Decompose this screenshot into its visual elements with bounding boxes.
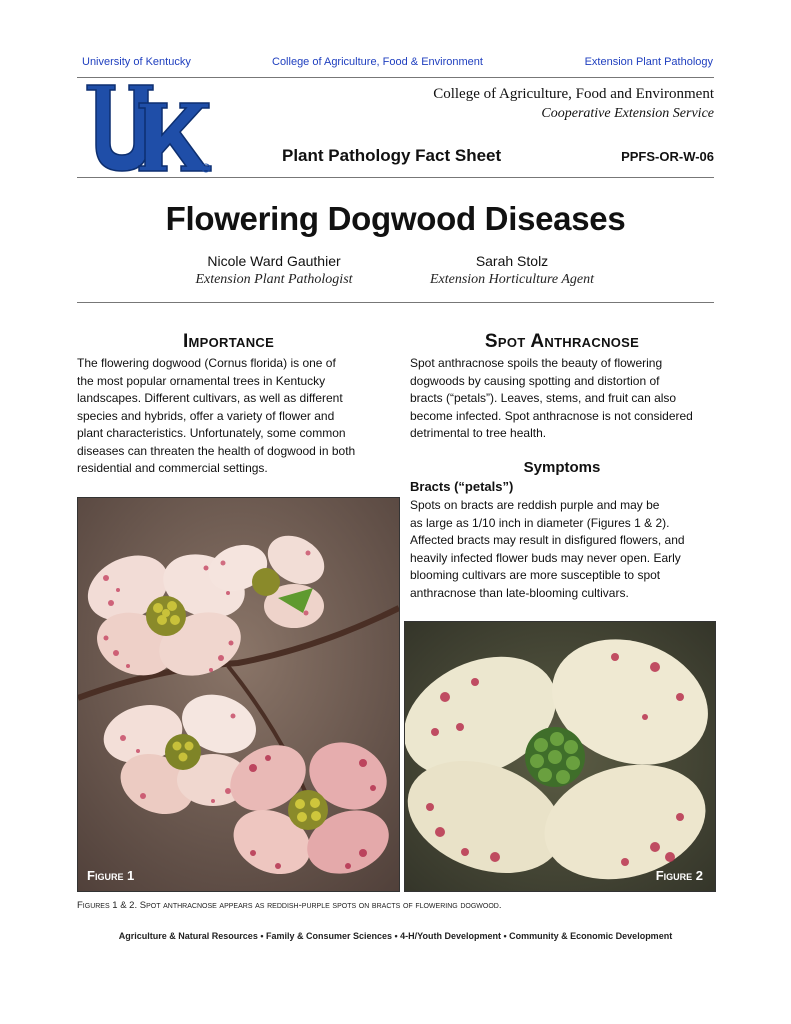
text-line: dogwoods by causing spotting and distortion of xyxy=(410,373,660,388)
text-line: heavily infected flower buds may never open. Early xyxy=(410,550,681,565)
text-line: Spot anthracnose spoils the beauty of flowering xyxy=(410,356,663,370)
uk-logo xyxy=(85,83,215,175)
text-line: Spots on bracts are reddish purple and may be xyxy=(410,498,660,512)
header-rule xyxy=(77,177,714,178)
text-line: species and hybrids, offer a variety of flower and xyxy=(77,408,335,423)
text-line: detrimental to tree health. xyxy=(410,426,547,440)
plant-pathology-link[interactable]: Extension Plant Pathology xyxy=(584,56,713,68)
series-title: Plant Pathology Fact Sheet xyxy=(282,146,502,165)
text-line: plant characteristics. Unfortunately, some common xyxy=(77,426,346,440)
extension-service: Cooperative Extension Service xyxy=(541,106,714,121)
dogwood-illustration-2 xyxy=(405,622,715,891)
text-line: diseases can threaten the health of dogwood in both xyxy=(77,443,356,458)
text-line: bracts (“petals”). Leaves, stems, and fruit can also xyxy=(410,391,677,405)
program-footer: Agriculture & Natural Resources • Family & Consumer Sciences • 4-H/Youth Development • Community & Economic Development xyxy=(118,931,673,941)
author-2 xyxy=(382,253,642,288)
author-rule xyxy=(77,302,714,303)
college-link[interactable]: College of Agriculture, Food & Environment xyxy=(272,56,483,68)
document-code: PPFS-OR-W-06 xyxy=(621,149,714,164)
author-role: Extension Plant Pathologist xyxy=(195,272,353,287)
figure-caption: Figures 1 & 2. Spot anthracnose appears as reddish-purple spots on bracts of flowering dogwood. xyxy=(77,900,502,911)
text-line: landscapes. Different cultivars, as well as different xyxy=(77,391,343,405)
text-line: the most popular ornamental trees in Kentucky xyxy=(77,373,326,388)
svg-text:R: R xyxy=(204,166,209,173)
importance-paragraph xyxy=(77,355,380,478)
figure-1-photo xyxy=(77,497,400,892)
page-title: Flowering Dogwood Diseases xyxy=(165,200,626,237)
text-line: The flowering dogwood (Cornus florida) is one of xyxy=(77,356,336,370)
author-name: Nicole Ward Gauthier xyxy=(207,253,341,269)
author-role: Extension Horticulture Agent xyxy=(429,272,595,287)
text-line: Affected bracts may result in disfigured flowers, and xyxy=(410,533,685,547)
figure-1-label: Figure 1 xyxy=(87,868,135,883)
college-name: College of Agriculture, Food and Environment xyxy=(433,86,714,102)
symptoms-heading: Symptoms xyxy=(523,459,601,476)
figure-2-label: Figure 2 xyxy=(655,868,703,883)
text-line: residential and commercial settings. xyxy=(77,461,268,475)
text-line: anthracnose than late-blooming cultivars. xyxy=(410,585,629,600)
dogwood-illustration-1 xyxy=(78,498,399,891)
university-link[interactable]: University of Kentucky xyxy=(82,56,191,68)
text-line: become infected. Spot anthracnose is not considered xyxy=(410,408,693,423)
figure-2-photo xyxy=(404,621,716,892)
text-line: blooming cultivars are more susceptible to spot xyxy=(410,568,661,582)
author-1 xyxy=(144,253,404,288)
author-name: Sarah Stolz xyxy=(475,253,549,269)
bracts-heading: Bracts (“petals”) xyxy=(410,479,514,494)
spot-anthracnose-paragraph xyxy=(410,355,714,443)
importance-heading: Importance xyxy=(182,331,275,352)
top-rule xyxy=(77,77,714,78)
bracts-paragraph xyxy=(410,497,714,602)
text-line: as large as 1/10 inch in diameter (Figures 1 & 2). xyxy=(410,515,670,530)
spot-anthracnose-heading: Spot Anthracnose xyxy=(484,331,640,352)
